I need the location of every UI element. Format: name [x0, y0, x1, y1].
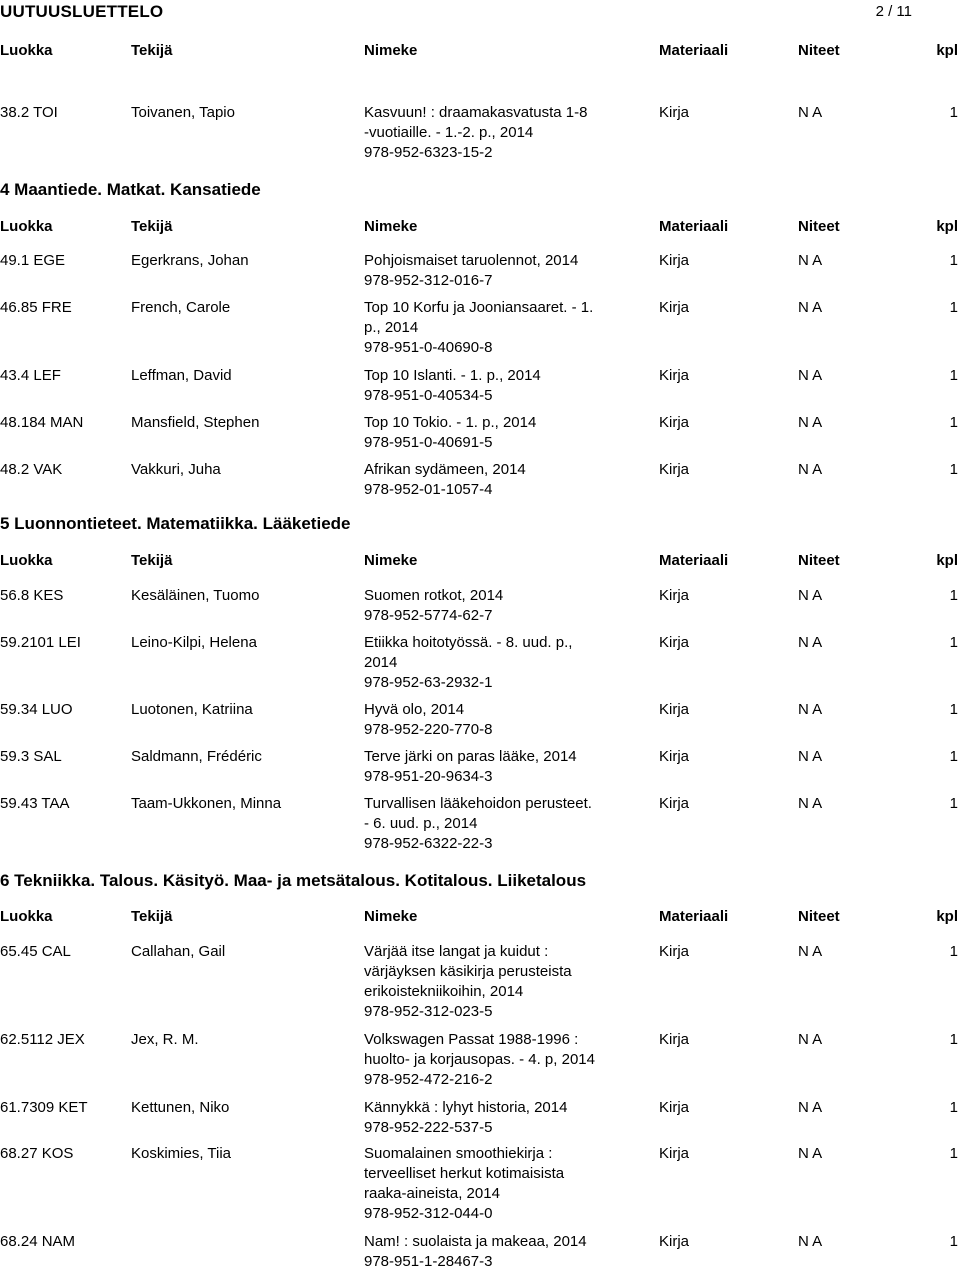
cell-nimeke: [364, 1098, 567, 1138]
cell-tekija: Toivanen, Tapio: [131, 104, 235, 121]
cell-luokka: 59.3 SAL: [0, 748, 62, 765]
isbn-line: 978-951-20-9634-3: [364, 768, 493, 785]
isbn-line: 978-951-0-40691-5: [364, 434, 493, 451]
cell-tekija: Koskimies, Tiia: [131, 1145, 232, 1162]
column-header-tekija: Tekijä: [131, 42, 173, 59]
isbn-line: 978-952-63-2932-1: [364, 674, 493, 691]
title-line: Top 10 Korfu ja Jooniansaaret. - 1.: [364, 299, 594, 316]
column-header-kpl: kpl: [936, 42, 958, 59]
cell-nimeke: [364, 413, 536, 453]
cell-materiaali: Kirja: [659, 1145, 690, 1162]
cell-kpl: 1: [949, 1031, 958, 1048]
title-line: Suomalainen smoothiekirja :: [364, 1145, 553, 1162]
column-header-row: [0, 908, 960, 926]
isbn-line: 978-952-220-770-8: [364, 721, 493, 738]
column-header-kpl: kpl: [936, 218, 958, 235]
page-header: [0, 0, 960, 24]
column-header-luokka: Luokka: [0, 42, 53, 59]
cell-kpl: 1: [949, 795, 958, 812]
column-header-materiaali: Materiaali: [659, 552, 729, 569]
cell-materiaali: Kirja: [659, 252, 690, 269]
title-line: Värjää itse langat ja kuidut :: [364, 943, 549, 960]
title-line: huolto- ja korjausopas. - 4. p, 2014: [364, 1051, 595, 1068]
title-line: Volkswagen Passat 1988-1996 :: [364, 1031, 579, 1048]
page-number: 2 / 11: [875, 3, 912, 20]
title-line: erikoistekniikoihin, 2014: [364, 983, 524, 1000]
cell-luokka: 61.7309 KET: [0, 1099, 88, 1116]
title-line: Top 10 Islanti. - 1. p., 2014: [364, 367, 541, 384]
cell-tekija: Egerkrans, Johan: [131, 252, 249, 269]
cell-kpl: 1: [949, 634, 958, 651]
cell-nimeke: [364, 460, 526, 500]
column-header-niteet: Niteet: [798, 552, 840, 569]
cell-luokka: 48.184 MAN: [0, 414, 84, 431]
isbn-line: 978-952-222-537-5: [364, 1119, 493, 1136]
cell-kpl: 1: [949, 1233, 958, 1250]
title-line: Turvallisen lääkehoidon perusteet.: [364, 795, 592, 812]
section-heading: 6 Tekniikka. Talous. Käsityö. Maa- ja metsätalous. Kotitalous. Liiketalous: [0, 871, 587, 890]
title-line: Top 10 Tokio. - 1. p., 2014: [364, 414, 537, 431]
column-header-row: [0, 552, 960, 570]
cell-niteet: N A: [798, 943, 823, 960]
cell-luokka: 68.24 NAM: [0, 1233, 76, 1250]
cell-niteet: N A: [798, 701, 823, 718]
cell-materiaali: Kirja: [659, 104, 690, 121]
column-header-niteet: Niteet: [798, 908, 840, 925]
title-line: p., 2014: [364, 319, 419, 336]
cell-materiaali: Kirja: [659, 1031, 690, 1048]
cell-nimeke: [364, 942, 572, 1022]
cell-niteet: N A: [798, 1031, 823, 1048]
cell-luokka: 46.85 FRE: [0, 299, 72, 316]
cell-luokka: 43.4 LEF: [0, 367, 61, 384]
cell-niteet: N A: [798, 748, 823, 765]
title-line: värjäyksen käsikirja perusteista: [364, 963, 572, 980]
cell-tekija: Leffman, David: [131, 367, 232, 384]
column-header-tekija: Tekijä: [131, 908, 173, 925]
cell-luokka: 59.2101 LEI: [0, 634, 81, 651]
column-header-luokka: Luokka: [0, 218, 53, 235]
cell-niteet: N A: [798, 587, 823, 604]
cell-tekija: Leino-Kilpi, Helena: [131, 634, 257, 651]
column-header-tekija: Tekijä: [131, 218, 173, 235]
cell-luokka: 48.2 VAK: [0, 461, 63, 478]
section-heading: 5 Luonnontieteet. Matematiikka. Lääketiede: [0, 514, 351, 533]
title-line: Suomen rotkot, 2014: [364, 587, 504, 604]
isbn-line: 978-952-6322-22-3: [364, 835, 493, 852]
cell-niteet: N A: [798, 414, 823, 431]
cell-tekija: Vakkuri, Juha: [131, 461, 221, 478]
cell-niteet: N A: [798, 461, 823, 478]
cell-nimeke: [364, 1030, 595, 1090]
title-line: Pohjoismaiset taruolennot, 2014: [364, 252, 579, 269]
cell-nimeke: [364, 633, 572, 693]
column-header-row: [0, 42, 960, 60]
cell-niteet: N A: [798, 1233, 823, 1250]
column-header-kpl: kpl: [936, 552, 958, 569]
cell-luokka: 62.5112 JEX: [0, 1031, 85, 1048]
cell-nimeke: [364, 251, 578, 291]
cell-luokka: 59.43 TAA: [0, 795, 70, 812]
title-line: terveelliset herkut kotimaisista: [364, 1165, 565, 1182]
column-header-kpl: kpl: [936, 908, 958, 925]
cell-niteet: N A: [798, 634, 823, 651]
column-header-materiaali: Materiaali: [659, 908, 729, 925]
cell-kpl: 1: [949, 299, 958, 316]
cell-tekija: Mansfield, Stephen: [131, 414, 260, 431]
cell-tekija: Luotonen, Katriina: [131, 701, 253, 718]
isbn-line: 978-952-472-216-2: [364, 1071, 493, 1088]
column-header-luokka: Luokka: [0, 552, 53, 569]
cell-luokka: 49.1 EGE: [0, 252, 66, 269]
cell-niteet: N A: [798, 367, 823, 384]
title-line: Hyvä olo, 2014: [364, 701, 465, 718]
column-header-nimeke: Nimeke: [364, 42, 418, 59]
cell-luokka: 65.45 CAL: [0, 943, 71, 960]
column-header-niteet: Niteet: [798, 218, 840, 235]
isbn-line: 978-952-01-1057-4: [364, 481, 493, 498]
cell-niteet: N A: [798, 1145, 823, 1162]
cell-tekija: Saldmann, Frédéric: [131, 748, 262, 765]
cell-materiaali: Kirja: [659, 367, 690, 384]
cell-luokka: 56.8 KES: [0, 587, 64, 604]
title-line: Kännykkä : lyhyt historia, 2014: [364, 1099, 568, 1116]
cell-kpl: 1: [949, 461, 958, 478]
title-line: Terve järki on paras lääke, 2014: [364, 748, 577, 765]
cell-tekija: French, Carole: [131, 299, 231, 316]
cell-materiaali: Kirja: [659, 701, 690, 718]
title-line: -vuotiaille. - 1.-2. p., 2014: [364, 124, 534, 141]
cell-materiaali: Kirja: [659, 587, 690, 604]
cell-nimeke: [364, 794, 592, 854]
cell-kpl: 1: [949, 367, 958, 384]
section-heading: 4 Maantiede. Matkat. Kansatiede: [0, 180, 261, 199]
cell-materiaali: Kirja: [659, 634, 690, 651]
column-header-nimeke: Nimeke: [364, 908, 418, 925]
cell-nimeke: [364, 366, 541, 406]
cell-niteet: N A: [798, 252, 823, 269]
cell-nimeke: [364, 1232, 587, 1272]
cell-tekija: Kesäläinen, Tuomo: [131, 587, 260, 604]
cell-materiaali: Kirja: [659, 414, 690, 431]
cell-luokka: 59.34 LUO: [0, 701, 73, 718]
cell-tekija: Kettunen, Niko: [131, 1099, 230, 1116]
column-header-materiaali: Materiaali: [659, 218, 729, 235]
isbn-line: 978-952-5774-62-7: [364, 607, 493, 624]
cell-materiaali: Kirja: [659, 943, 690, 960]
column-header-niteet: Niteet: [798, 42, 840, 59]
cell-kpl: 1: [949, 587, 958, 604]
title-line: raaka-aineista, 2014: [364, 1185, 500, 1202]
isbn-line: 978-951-1-28467-3: [364, 1253, 493, 1270]
cell-niteet: N A: [798, 1099, 823, 1116]
cell-kpl: 1: [949, 748, 958, 765]
isbn-line: 978-952-312-023-5: [364, 1003, 493, 1020]
cell-tekija: Jex, R. M.: [131, 1031, 199, 1048]
title-line: - 6. uud. p., 2014: [364, 815, 478, 832]
cell-niteet: N A: [798, 795, 823, 812]
title-line: Nam! : suolaista ja makeaa, 2014: [364, 1233, 587, 1250]
isbn-line: 978-951-0-40534-5: [364, 387, 493, 404]
cell-kpl: 1: [949, 943, 958, 960]
cell-kpl: 1: [949, 701, 958, 718]
cell-niteet: N A: [798, 299, 823, 316]
cell-tekija: Taam-Ukkonen, Minna: [131, 795, 282, 812]
cell-nimeke: [364, 700, 492, 740]
cell-materiaali: Kirja: [659, 795, 690, 812]
cell-materiaali: Kirja: [659, 1099, 690, 1116]
cell-tekija: Callahan, Gail: [131, 943, 226, 960]
column-header-tekija: Tekijä: [131, 552, 173, 569]
cell-luokka: 68.27 KOS: [0, 1145, 74, 1162]
cell-nimeke: [364, 1144, 564, 1224]
cell-kpl: 1: [949, 252, 958, 269]
cell-kpl: 1: [949, 1145, 958, 1162]
title-line: 2014: [364, 654, 398, 671]
column-header-row: [0, 218, 960, 236]
cell-materiaali: Kirja: [659, 299, 690, 316]
cell-nimeke: [364, 586, 503, 626]
title-line: Kasvuun! : draamakasvatusta 1-8: [364, 104, 588, 121]
column-header-materiaali: Materiaali: [659, 42, 729, 59]
cell-nimeke: [364, 103, 587, 163]
isbn-line: 978-952-312-016-7: [364, 272, 493, 289]
cell-materiaali: Kirja: [659, 748, 690, 765]
column-header-nimeke: Nimeke: [364, 552, 418, 569]
title-line: Afrikan sydämeen, 2014: [364, 461, 526, 478]
column-header-luokka: Luokka: [0, 908, 53, 925]
column-header-nimeke: Nimeke: [364, 218, 418, 235]
isbn-line: 978-952-6323-15-2: [364, 144, 493, 161]
cell-materiaali: Kirja: [659, 461, 690, 478]
cell-niteet: N A: [798, 104, 823, 121]
cell-kpl: 1: [949, 414, 958, 431]
cell-nimeke: [364, 747, 577, 787]
cell-luokka: 38.2 TOI: [0, 104, 58, 121]
cell-kpl: 1: [949, 104, 958, 121]
cell-nimeke: [364, 298, 593, 358]
document-title: UUTUUSLUETTELO: [0, 2, 164, 21]
cell-materiaali: Kirja: [659, 1233, 690, 1250]
isbn-line: 978-952-312-044-0: [364, 1205, 493, 1222]
title-line: Etiikka hoitotyössä. - 8. uud. p.,: [364, 634, 573, 651]
cell-kpl: 1: [949, 1099, 958, 1116]
isbn-line: 978-951-0-40690-8: [364, 339, 493, 356]
